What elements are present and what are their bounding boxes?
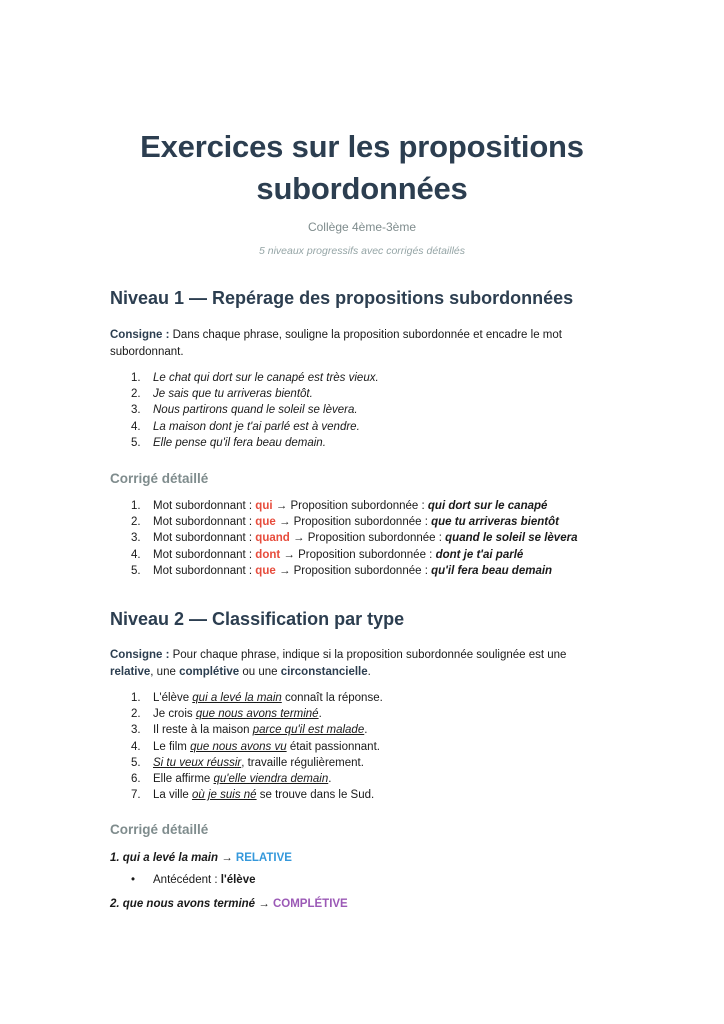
underlined-proposition: qui a levé la main [192,692,282,704]
text-before: Je crois [153,708,196,721]
item-number: 1. [131,692,141,704]
corrige-lead: 1. qui a levé la main [110,852,219,864]
sentence-text: Le chat qui dort sur le canapé est très vieux. [153,372,379,384]
bullet-item [131,874,256,886]
item-number: 2. [131,708,141,721]
arrow-icon: → [255,898,273,910]
item-number: 2. [131,516,141,529]
subordonnant-word: dont [255,548,281,561]
niveau2-heading: Niveau 2 — Classification par type [110,609,405,629]
arrow-icon: → [218,852,236,864]
text-after: se trouve dans le Sud. [256,789,375,802]
item-number: 6. [131,773,141,786]
underlined-proposition: qu'elle viendra demain [213,773,329,786]
subordonnant-word: que [255,564,276,577]
consigne-label: Consigne : [110,649,170,661]
text-after: était passionnant. [286,740,380,753]
text-before: Le film [153,740,191,753]
consigne-text: Dans chaque phrase, souligne la proposition subordonnée et encadre le mot subordonnant. [110,329,562,358]
list-item [110,435,379,451]
niveau2-corrige-heading: Corrigé détaillé [110,822,209,837]
corrige-lead: 2. que nous avons terminé [110,898,256,910]
list-item [110,690,383,706]
text-before: Elle affirme [153,773,214,786]
list-item [110,755,383,771]
bullet-value: l'élève [220,874,256,886]
label: Proposition subordonnée : [290,500,428,512]
list-item [110,386,379,402]
sentence-text: Je sais que tu arriveras bientôt. [153,388,313,401]
sentence-text: La maison dont je t'ai parlé est à vendre. [153,420,360,433]
period: . [367,665,371,678]
item-number: 3. [131,404,141,417]
subtitle: Collège 4ème-3ème [307,220,417,234]
underlined-proposition: que nous avons terminé [195,708,319,721]
type-circonstancielle: circonstancielle [280,665,368,678]
type-relative: relative [110,665,151,678]
corrige-item [110,852,292,864]
label: Proposition subordonnée : [307,532,446,545]
arrow-icon: → [275,516,294,529]
niveau1-consigne [110,327,610,360]
list-item [110,498,577,514]
item-number: 7. [131,789,141,802]
list-item [110,706,383,722]
type-badge-completive: COMPLÉTIVE [272,898,348,910]
text-after: . [318,708,322,721]
tagline: 5 niveaux progressifs avec corrigés détaillés [258,245,466,257]
label: Proposition subordonnée : [293,516,432,529]
list-item [110,787,383,803]
arrow-icon: → [280,548,299,561]
list-item [110,771,383,787]
list-item [110,419,379,435]
label: Proposition subordonnée : [298,548,436,561]
proposition-text: que tu arriveras bientôt [431,516,559,529]
subordonnant-word: que [255,516,276,529]
list-item [110,370,379,386]
list-item [110,722,383,738]
item-number: 4. [131,740,141,753]
niveau2-consigne [110,647,610,680]
text-before: La ville [153,789,192,802]
title-line-1: Exercices sur les propositions [140,129,584,164]
proposition-text: qui dort sur le canapé [427,500,548,512]
proposition-text: qu'il fera beau demain [431,564,553,577]
niveau1-sentence-list [110,370,379,451]
underlined-proposition: Si tu veux réussir [153,756,242,769]
subordonnant-word: qui [255,500,273,512]
type-badge-relative: RELATIVE [235,852,292,864]
arrow-icon: → [289,532,308,545]
proposition-text: dont je t'ai parlé [435,548,524,561]
consigne-label: Consigne : [110,329,170,341]
separator: , une [150,665,180,678]
text-after: connaît la réponse. [281,692,383,704]
label: Mot subordonnant : [153,500,256,512]
type-completive: complétive [179,665,240,678]
item-number: 3. [131,532,141,545]
text-before: L'élève [153,692,193,704]
subordonnant-word: quand [255,532,290,545]
niveau1-corrige-list [110,498,577,579]
item-number: 1. [131,500,141,512]
niveau1-corrige-heading: Corrigé détaillé [110,471,209,486]
list-item [110,514,577,530]
underlined-proposition: que nous avons vu [190,740,287,753]
item-number: 4. [131,548,141,561]
list-item [110,739,383,755]
item-number: 1. [131,372,141,384]
item-number: 5. [131,756,141,769]
label: Mot subordonnant : [153,516,256,529]
list-item [110,547,577,563]
arrow-icon: → [272,500,291,512]
text-after: . [328,773,332,786]
proposition-text: quand le soleil se lèvera [445,532,578,545]
item-number: 3. [131,724,141,737]
underlined-proposition: où je suis né [192,789,257,802]
item-number: 5. [131,436,141,449]
label: Proposition subordonnée : [293,564,432,577]
text-after: . [364,724,368,737]
arrow-icon: → [275,564,294,577]
list-item [110,563,577,579]
label: Mot subordonnant : [153,532,256,545]
corrige-item [110,898,348,910]
item-number: 2. [131,388,141,401]
niveau2-sentence-list [110,690,383,803]
consigne-text: Pour chaque phrase, indique si la proposition subordonnée soulignée est une [169,649,567,661]
item-number: 5. [131,564,141,577]
underlined-proposition: parce qu'il est malade [252,724,365,737]
label: Mot subordonnant : [153,564,256,577]
item-number: 4. [131,420,141,433]
text-after: , travaille régulièrement. [241,756,364,769]
separator: ou une [239,665,281,678]
list-item [110,402,379,418]
label: Mot subordonnant : [153,548,256,561]
bullet-label: Antécédent : [153,874,221,886]
niveau1-heading: Niveau 1 — Repérage des propositions subordonnées [110,288,574,308]
title-line-2: subordonnées [256,171,468,206]
sentence-text: Nous partirons quand le soleil se lèvera. [153,404,358,417]
document-title [0,126,724,210]
sentence-text: Elle pense qu'il fera beau demain. [153,436,326,449]
text-before: Il reste à la maison [153,724,253,737]
list-item [110,530,577,546]
bullet-icon: • [131,874,136,886]
